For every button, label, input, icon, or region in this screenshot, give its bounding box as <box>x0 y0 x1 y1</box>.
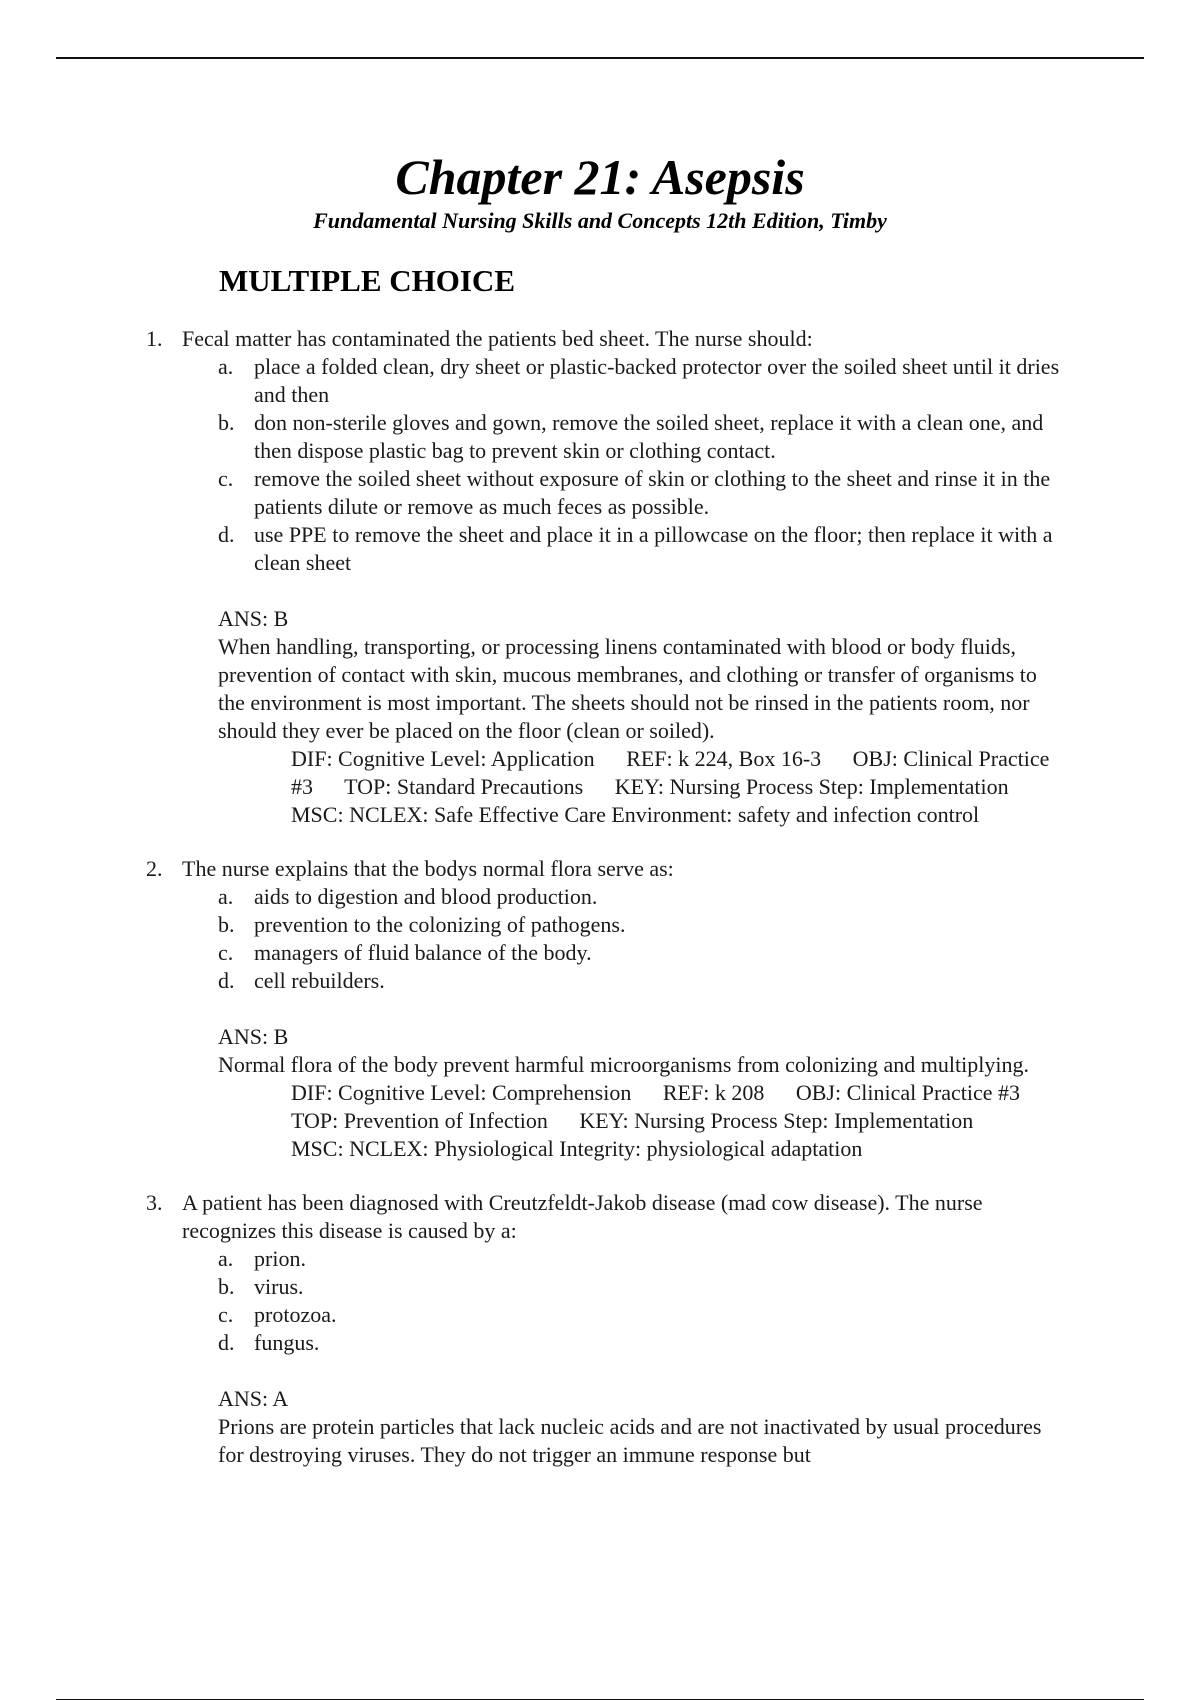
option-letter: b. <box>218 1274 235 1299</box>
meta-key: KEY: Nursing Process Step: Implementation <box>614 774 1009 799</box>
question-3 <box>0 1189 1062 1469</box>
option-letter: c. <box>218 940 234 965</box>
answer-block <box>218 1385 1062 1469</box>
option-text: prevention to the colonizing of pathogens. <box>254 912 626 937</box>
question-stem: The nurse explains that the bodys normal flora serve as: <box>182 856 674 881</box>
option-text: prion. <box>254 1246 306 1271</box>
meta-objective: OBJ: Clinical Practice #3 <box>795 1080 1021 1105</box>
meta-difficulty: DIF: Cognitive Level: Comprehension <box>291 1080 632 1105</box>
meta-msc: MSC: NCLEX: Physiological Integrity: physiological adaptation <box>291 1136 863 1161</box>
option-text: fungus. <box>254 1330 320 1355</box>
option-c <box>218 1301 1062 1329</box>
answer-block <box>218 605 1062 829</box>
answer-key: ANS: B <box>218 606 289 631</box>
option-c <box>218 939 1062 967</box>
question-number: 2. <box>146 856 163 881</box>
option-text: aids to digestion and blood production. <box>254 884 598 909</box>
option-text: virus. <box>254 1274 304 1299</box>
option-b <box>218 1273 1062 1301</box>
question-metadata <box>291 1079 1051 1163</box>
option-letter: d. <box>218 522 235 547</box>
option-a <box>218 353 1062 409</box>
question-stem: Fecal matter has contaminated the patients bed sheet. The nurse should: <box>182 326 813 351</box>
top-rule <box>56 57 1144 59</box>
option-a <box>218 1245 1062 1273</box>
option-list <box>182 1245 1062 1357</box>
option-b <box>218 409 1062 465</box>
option-text: don non-sterile gloves and gown, remove the soiled sheet, replace it with a clean one, and then dispose plastic bag to prevent skin or clothing contact. <box>254 410 1044 463</box>
answer-key: ANS: B <box>218 1024 289 1049</box>
option-list <box>182 883 1062 995</box>
meta-topic: TOP: Prevention of Infection <box>291 1108 548 1133</box>
option-text: use PPE to remove the sheet and place it in a pillowcase on the floor; then replace it with a clean sheet <box>254 522 1053 575</box>
option-list <box>182 353 1062 577</box>
option-letter: c. <box>218 466 234 491</box>
question-2 <box>0 855 1062 1163</box>
option-letter: c. <box>218 1302 234 1327</box>
option-text: managers of fluid balance of the body. <box>254 940 592 965</box>
option-b <box>218 911 1062 939</box>
option-text: remove the soiled sheet without exposure of skin or clothing to the sheet and rinse it in the patients dilute or remove as much feces as possible. <box>254 466 1051 519</box>
option-text: cell rebuilders. <box>254 968 385 993</box>
option-letter: a. <box>218 884 234 909</box>
option-letter: b. <box>218 410 235 435</box>
answer-rationale: Normal flora of the body prevent harmful microorganisms from colonizing and multiplying. <box>218 1052 1029 1077</box>
meta-reference: REF: k 224, Box 16-3 <box>626 746 822 771</box>
option-d <box>218 967 1062 995</box>
option-d <box>218 1329 1062 1357</box>
answer-block <box>218 1023 1062 1163</box>
option-a <box>218 883 1062 911</box>
answer-key: ANS: A <box>218 1386 289 1411</box>
question-number: 3. <box>146 1190 163 1215</box>
question-number: 1. <box>146 326 163 351</box>
answer-rationale: Prions are protein particles that lack nucleic acids and are not inactivated by usual procedures for destroying viruses. They do not trigger an immune response but <box>218 1414 1042 1467</box>
meta-key: KEY: Nursing Process Step: Implementation <box>579 1108 974 1133</box>
page-title: Chapter 21: Asepsis <box>395 149 805 205</box>
option-letter: d. <box>218 968 235 993</box>
section-heading: MULTIPLE CHOICE <box>219 263 515 298</box>
question-list <box>0 325 1200 1495</box>
option-d <box>218 521 1062 577</box>
meta-difficulty: DIF: Cognitive Level: Application <box>291 746 595 771</box>
option-letter: d. <box>218 1330 235 1355</box>
question-stem: A patient has been diagnosed with Creutzfeldt-Jakob disease (mad cow disease). The nurse recognizes this disease is caused by a: <box>182 1190 983 1243</box>
option-c <box>218 465 1062 521</box>
question-1 <box>0 325 1062 829</box>
page-subtitle: Fundamental Nursing Skills and Concepts 12th Edition, Timby <box>313 208 887 233</box>
option-letter: a. <box>218 1246 234 1271</box>
option-text: protozoa. <box>254 1302 337 1327</box>
answer-rationale: When handling, transporting, or processing linens contaminated with blood or body fluids, prevention of contact with skin, mucous membranes, and clothing or transfer of organisms to the environment is most important. The sheets should not be rinsed in the patients room, nor should they ever be placed on the floor (clean or soiled). <box>218 634 1037 743</box>
option-letter: b. <box>218 912 235 937</box>
meta-topic: TOP: Standard Precautions <box>344 774 584 799</box>
question-metadata <box>291 745 1051 829</box>
meta-reference: REF: k 208 <box>662 1080 765 1105</box>
option-letter: a. <box>218 354 234 379</box>
option-text: place a folded clean, dry sheet or plastic-backed protector over the soiled sheet until it dries and then <box>254 354 1060 407</box>
meta-msc: MSC: NCLEX: Safe Effective Care Environment: safety and infection control <box>291 802 980 827</box>
meta-objective: OBJ: Clinical Practice #3 <box>291 746 1050 799</box>
